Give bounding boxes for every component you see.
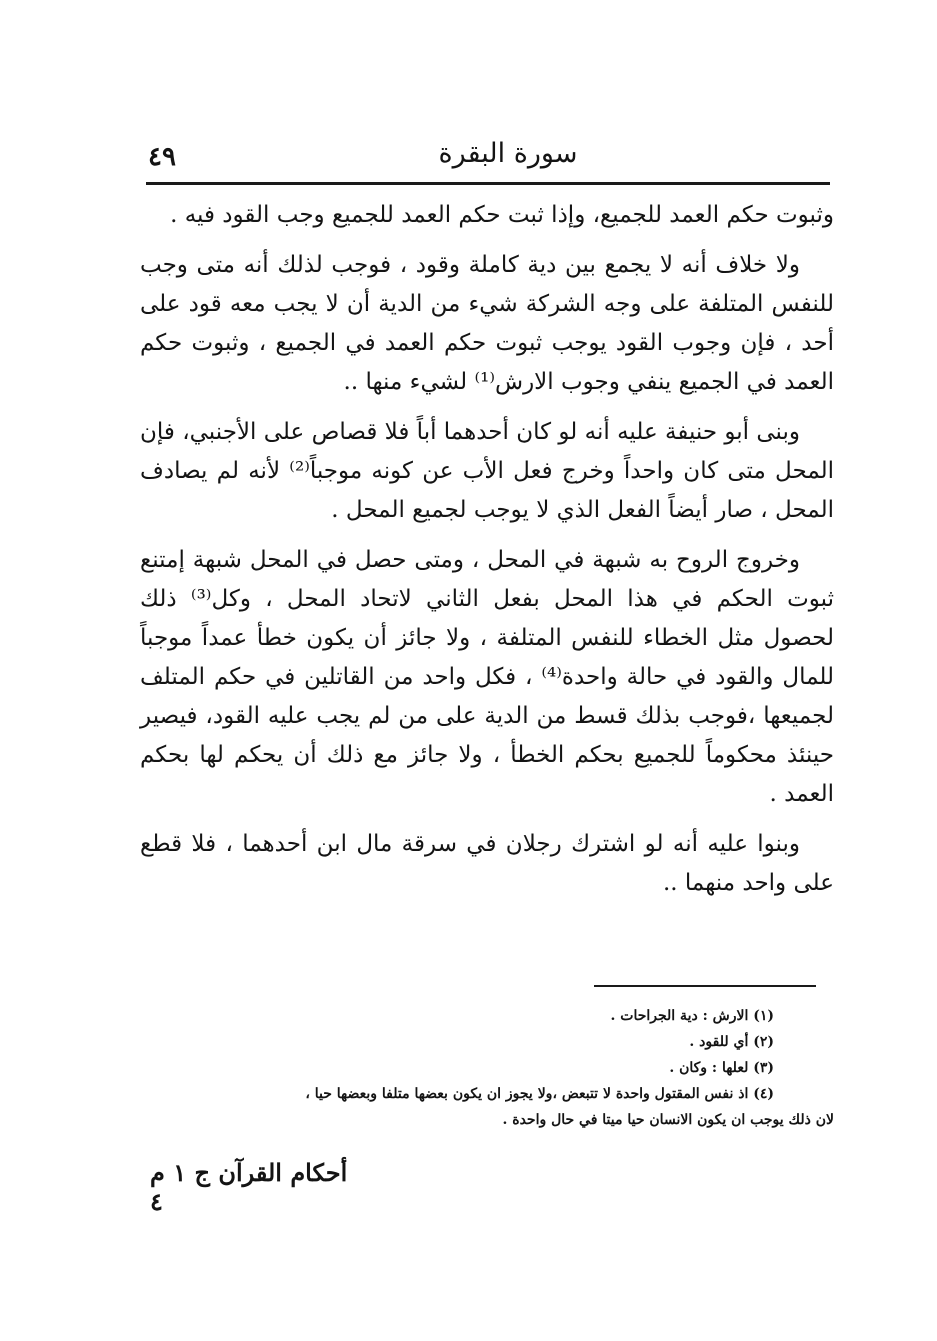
footnotes [134, 1003, 834, 1133]
paragraph-1: وثبوت حكم العمد للجميع، وإذا ثبت حكم العمد للجميع وجب القود فيه . [170, 202, 834, 228]
paragraph-2: ولا خلاف أنه لا يجمع بين دية كاملة وقود ، فوجب لذلك أنه متى وجب للنفس المتلفة على وجه الشركة شيء من الدية أن لا يجب معه قود على أحد ، فإن وجوب القود يوجب ثبوت حكم العمد في الجميع ، وثبوت حكم العمد في الجميع ينفي وجوب الارش⁽¹⁾ لشيء منها .. [140, 252, 834, 395]
signature-mark: أحكام القرآن ج ١ م ٤ [150, 1158, 348, 1216]
paragraph-5: وبنوا عليه أنه لو اشترك رجلان في سرقة مال ابن أحدهما ، فلا قطع على واحد منهما .. [140, 831, 834, 896]
footnote-4: (٤) اذ نفس المقتول واحدة لا تتبعض ،ولا يجوز ان يكون بعضها متلفا وبعضها حيا ، [305, 1086, 774, 1102]
surah-title: سورة البقرة [438, 138, 578, 169]
paragraph-3: وبنى أبو حنيفة عليه أنه لو كان أحدهما أباً فلا قصاص على الأجنبي، فإن المحل متى كان واحداً وخرج فعل الأب عن كونه موجباً⁽²⁾ لأنه لم يصادف المحل ، صار أيضاً الفعل الذي لا يوجب لجميع المحل . [140, 419, 835, 523]
page-header [148, 138, 828, 178]
header-divider [146, 182, 830, 185]
paragraph-4: وخروج الروح به شبهة في المحل ، ومتى حصل في المحل شبهة إمتنع ثبوت الحكم في هذا المحل بفعل الثاني لاتحاد المحل ، وكل⁽³⁾ ذلك لحصول مثل الخطاء للنفس المتلفة ، ولا جائز أن يكون خطأ عمداً موجباً للمال والقود في حالة واحدة⁽⁴⁾ ، فكل واحد من القاتلين في حكم المتلف لجميعها ،فوجب بذلك قسط من الدية على من لم يجب عليه القود، فيصير حينئذ محكوماً للجميع بحكم الخطأ ، ولا جائز مع ذلك أن يحكم لها بحكم العمد . [140, 547, 834, 807]
footnote-divider [594, 985, 816, 987]
page-number: ٤٩ [148, 142, 176, 172]
footnote-2: (٢) أي للقود . [689, 1034, 774, 1050]
footnote-4-continuation: لان ذلك يوجب ان يكون الانسان حيا ميتا في حال واحدة . [502, 1112, 834, 1128]
footnote-1: (١) الارش : دية الجراحات . [610, 1008, 774, 1024]
main-text [140, 196, 834, 914]
footnote-3: (٣) لعلها : وكان . [669, 1060, 774, 1076]
